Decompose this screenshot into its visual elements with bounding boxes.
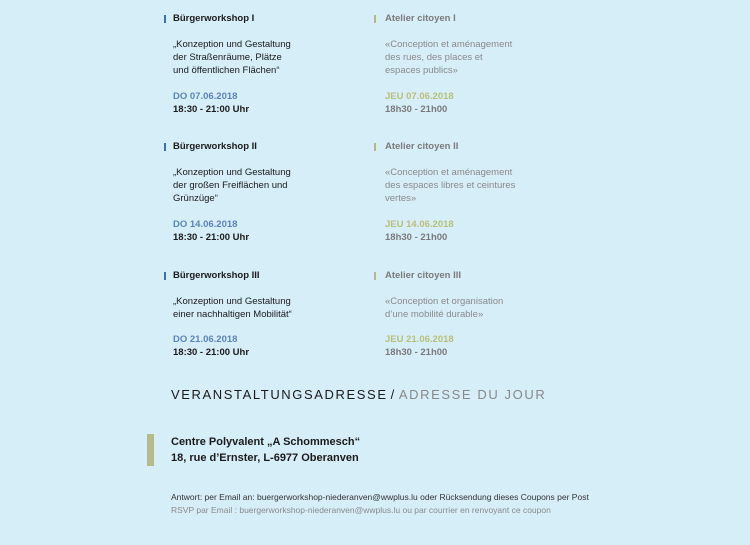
workshop-time: 18:30 - 21:00 Uhr [173, 104, 250, 115]
venue-address: 18, rue d’Ernster, L-6977 Oberanven [171, 452, 359, 464]
workshop-title: Bürgerworkshop III [173, 270, 260, 281]
venue-heading [171, 387, 546, 402]
venue-accent-bar [147, 434, 154, 466]
workshop-description: „Konzeption und Gestaltung einer nachhaltigen Mobilität“ [173, 296, 292, 320]
workshop-date: DO 07.06.2018 [173, 91, 238, 102]
venue-heading-de: VERANSTALTUNGSADRESSE [171, 387, 388, 402]
workshop-time: 18h30 - 21h00 [385, 104, 448, 115]
workshop-date: JEU 07.06.2018 [385, 91, 454, 102]
workshop-description: „Konzeption und Gestaltung der Straßenräume, Plätze und öffentlichen Flächen“ [173, 39, 291, 76]
workshop-title: Bürgerworkshop I [173, 13, 255, 24]
workshop-title: Bürgerworkshop II [173, 141, 257, 152]
workshop-description: „Konzeption und Gestaltung der großen Freiflächen und Grünzüge“ [173, 167, 291, 204]
workshop-description: «Conception et aménagement des rues, des places et espaces publics» [385, 39, 513, 76]
workshop-description: «Conception et organisation d’une mobilité durable» [385, 296, 504, 320]
workshop-marker [164, 15, 166, 23]
workshop-marker [164, 272, 166, 280]
venue-heading-fr: ADRESSE DU JOUR [398, 387, 547, 402]
workshop-date: JEU 21.06.2018 [385, 334, 454, 345]
workshop-marker [374, 272, 376, 280]
workshop-date: JEU 14.06.2018 [385, 219, 454, 230]
workshop-marker [164, 143, 166, 151]
workshop-title: Atelier citoyen II [385, 141, 459, 152]
workshop-marker [374, 15, 376, 23]
rsvp-fr: RSVP par Email : buergerworkshop-niederanven@wwplus.lu ou par courrier en renvoyant ce coupon [171, 505, 551, 515]
workshop-time: 18:30 - 21:00 Uhr [173, 347, 250, 358]
workshop-title: Atelier citoyen I [385, 13, 456, 24]
workshop-time: 18h30 - 21h00 [385, 347, 448, 358]
workshop-description: «Conception et aménagement des espaces libres et ceintures vertes» [385, 167, 516, 204]
rsvp-de: Antwort: per Email an: buergerworkshop-niederanven@wwplus.lu oder Rücksendung dieses Coupons per Post [171, 492, 589, 502]
workshop-date: DO 14.06.2018 [173, 219, 238, 230]
venue-name: Centre Polyvalent „A Schommesch“ [171, 436, 361, 448]
workshop-marker [374, 143, 376, 151]
venue-heading-separator: / [390, 387, 396, 402]
workshop-date: DO 21.06.2018 [173, 334, 238, 345]
workshop-time: 18h30 - 21h00 [385, 232, 448, 243]
workshop-title: Atelier citoyen III [385, 270, 462, 281]
workshop-time: 18:30 - 21:00 Uhr [173, 232, 250, 243]
